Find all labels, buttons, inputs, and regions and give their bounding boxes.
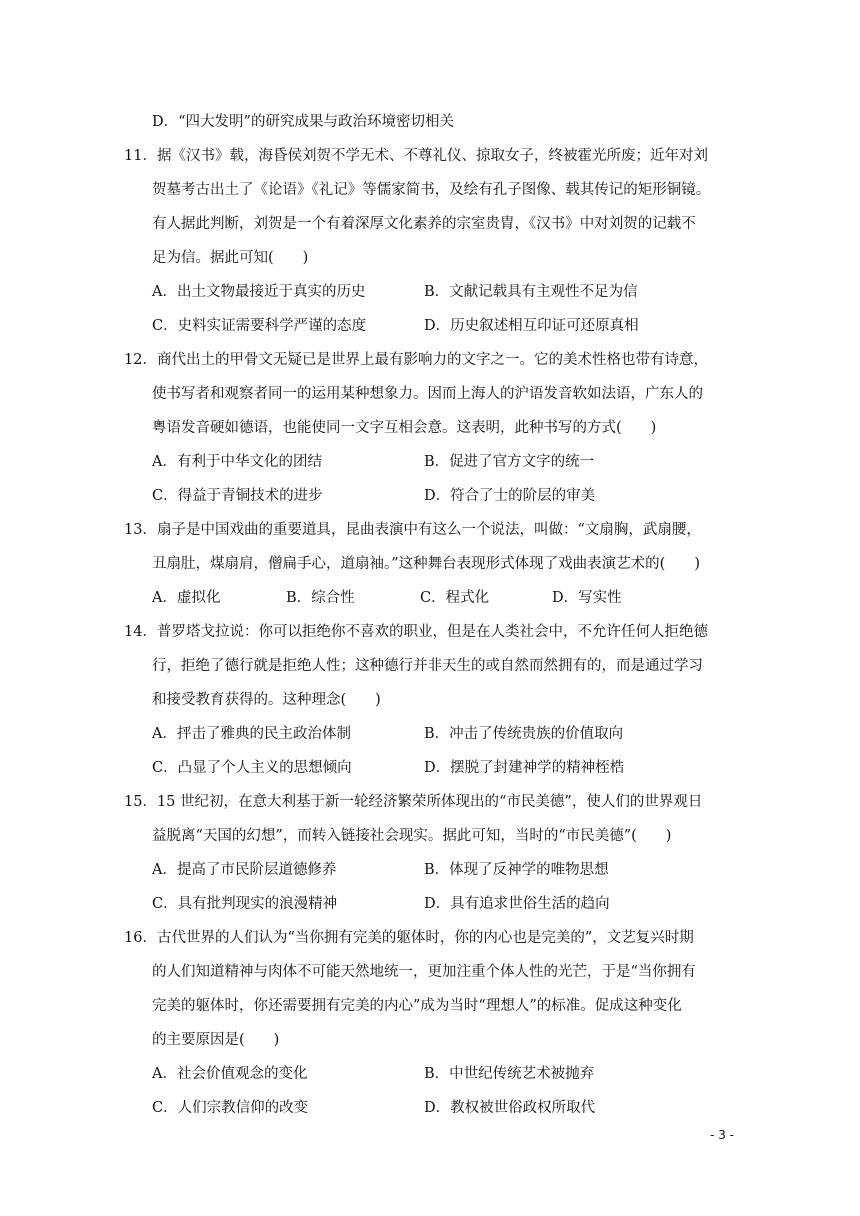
q16-line-4: 的主要原因是( ): [152, 1032, 280, 1048]
q12-line-2: 使书写者和观察者同一的运用某种想象力。因而上海人的沪语发音软如法语，广东人的: [152, 386, 703, 402]
q12-line-1: 12．商代出土的甲骨文无疑已是世界上最有影响力的文字之一。它的美术性格也带有诗意，: [124, 352, 708, 368]
q11-line-3: 有人据此判断，刘贺是一个有着深厚文化素养的宗室贵胄，《汉书》中对刘贺的记载不: [152, 216, 696, 232]
q14-option-a: A．抨击了雅典的民主政治体制: [152, 726, 351, 742]
q13-option-d: D．写实性: [552, 590, 622, 606]
q16-line-2: 的人们知道精神与肉体不可能天然地统一，更加注重个体人性的光芒，于是“当你拥有: [152, 964, 696, 980]
q14-line-3: 和接受教育获得的。这种理念( ): [152, 692, 381, 708]
q12-option-b: B．促进了官方文字的统一: [424, 454, 595, 470]
q13-line-2: 丑扇肚，煤扇肩，僧扁手心，道扇袖。”这种舞台表现形式体现了戏曲表演艺术的( ): [152, 556, 700, 572]
q11-option-b: B．文献记载具有主观性不足为信: [424, 284, 638, 300]
q15-option-d: D．具有追求世俗生活的趋向: [424, 896, 610, 912]
page-number: - 3 -: [710, 1128, 734, 1142]
q16-option-a: A．社会价值观念的变化: [152, 1066, 308, 1082]
q16-option-d: D．教权被世俗政权所取代: [424, 1100, 596, 1116]
q16-option-c: C．人们宗教信仰的改变: [152, 1100, 309, 1116]
q15-option-a: A．提高了市民阶层道德修养: [152, 862, 337, 878]
q14-line-2: 行，拒绝了德行就是拒绝人性；这种德行并非天生的或自然而然拥有的，而是通过学习: [152, 658, 703, 674]
q11-line-2: 贺墓考古出土了《论语》《礼记》等儒家简书，及绘有孔子图像、载其传记的矩形铜镜。: [152, 182, 711, 198]
q15-line-2: 益脱离“天国的幻想”，而转入链接社会现实。据此可知，当时的“市民美德”( ): [152, 828, 672, 844]
q14-option-b: B．冲击了传统贵族的价值取向: [424, 726, 624, 742]
q16-option-b: B．中世纪传统艺术被抛弃: [424, 1066, 595, 1082]
q11-option-c: C．史料实证需要科学严谨的态度: [152, 318, 367, 334]
q12-option-c: C．得益于青铜技术的进步: [152, 488, 323, 504]
q13-option-b: B．综合性: [286, 590, 355, 606]
q13-line-1: 13．扇子是中国戏曲的重要道具，昆曲表演中有这么一个说法，叫做：“文扇胸，武扇腰，: [124, 522, 701, 538]
q12-option-d: D．符合了士的阶层的审美: [424, 488, 596, 504]
q16-line-3: 完美的躯体时，你还需要拥有完美的内心”成为当时“理想人”的标准。促成这种变化: [152, 998, 682, 1014]
q13-option-c: C．程式化: [420, 590, 490, 606]
q13-option-a: A．虚拟化: [152, 590, 221, 606]
q14-line-1: 14．普罗塔戈拉说：你可以拒绝你不喜欢的职业，但是在人类社会中，不允许任何人拒绝德: [124, 624, 708, 640]
q14-option-c: C．凸显了个人主义的思想倾向: [152, 760, 352, 776]
q11-option-a: A．出土文物最接近于真实的历史: [152, 284, 366, 300]
q16-line-1: 16．古代世界的人们认为“当你拥有完美的躯体时，你的内心也是完美的”，文艺复兴时期: [124, 930, 694, 946]
q14-option-d: D．摆脱了封建神学的精神桎梏: [424, 760, 625, 776]
q12-option-a: A．有利于中华文化的团结: [152, 454, 322, 470]
q10-option-d: D．“四大发明”的研究成果与政治环境密切相关: [152, 114, 454, 130]
q15-option-b: B．体现了反神学的唯物思想: [424, 862, 609, 878]
q11-line-4: 足为信。据此可知( ): [152, 250, 309, 266]
q12-line-3: 粤语发音硬如德语，也能使同一文字互相会意。这表明，此种书写的方式( ): [152, 420, 657, 436]
q15-option-c: C．具有批判现实的浪漫精神: [152, 896, 338, 912]
q11-line-1: 11．据《汉书》载，海昏侯刘贺不学无术、不尊礼仪、掠取女子，终被霍光所废；近年对刘: [124, 148, 708, 164]
q15-line-1: 15．15 世纪初，在意大利基于新一轮经济繁荣所体现出的“市民美德”，使人们的世界观日: [124, 794, 703, 810]
q11-option-d: D．历史叙述相互印证可还原真相: [424, 318, 639, 334]
